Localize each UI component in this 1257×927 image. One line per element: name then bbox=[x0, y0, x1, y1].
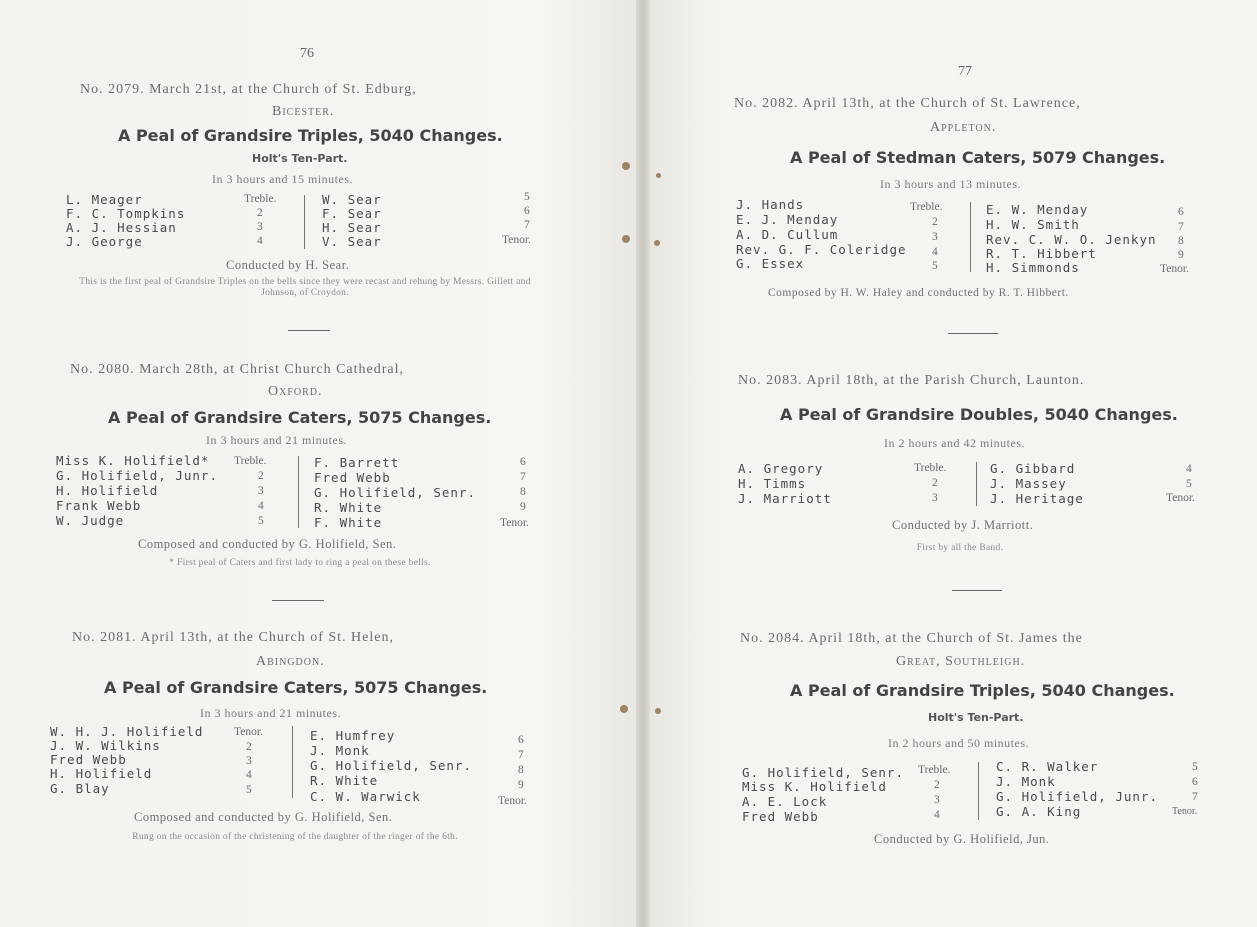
bell-number: 7 bbox=[1178, 221, 1184, 233]
peal-header-location: Oxford. bbox=[268, 384, 323, 399]
ringer-name: G. Gibbard bbox=[990, 461, 1076, 476]
peal-note: * First peal of Caters and first lady to ring a peal on these bells. bbox=[169, 558, 431, 568]
ringer-name: G. Holifield, Junr. bbox=[996, 789, 1158, 804]
peal-subtitle: Holt's Ten-Part. bbox=[252, 152, 348, 165]
peal-note: First by all the Band. bbox=[916, 543, 1004, 553]
bell-number: 5 bbox=[932, 260, 938, 272]
peal-header: No. 2082. April 13th, at the Church of St. Lawrence, bbox=[734, 96, 1081, 111]
ringer-name: E. Humfrey bbox=[310, 728, 396, 743]
peal-title: A Peal of Grandsire Caters, 5075 Changes. bbox=[108, 408, 492, 427]
ringer-name: C. W. Warwick bbox=[310, 789, 421, 804]
bell-number: 2 bbox=[932, 477, 938, 489]
ringer-name: F. Barrett bbox=[314, 455, 400, 470]
bell-number: 4 bbox=[257, 235, 263, 247]
ringer-name: C. R. Walker bbox=[996, 759, 1099, 774]
bell-number: 6 bbox=[1192, 776, 1198, 788]
bell-number: 3 bbox=[932, 231, 938, 243]
ringer-name: Fred Webb bbox=[50, 752, 127, 767]
bell-number: 2 bbox=[934, 779, 940, 791]
bell-number: Tenor. bbox=[500, 517, 529, 529]
ringer-name: H. W. Smith bbox=[986, 217, 1080, 232]
bell-number: 4 bbox=[932, 246, 938, 258]
ringer-name: H. Holifield bbox=[56, 483, 159, 498]
bell-number: Treble. bbox=[234, 455, 267, 467]
ringer-name: G. A. King bbox=[996, 804, 1082, 819]
bell-number: Treble. bbox=[914, 462, 947, 474]
section-divider bbox=[948, 333, 998, 334]
column-divider bbox=[970, 202, 971, 272]
binding-hole bbox=[620, 705, 628, 713]
bell-number: Tenor. bbox=[1160, 263, 1189, 275]
peal-header: No. 2081. April 13th, at the Church of St. Helen, bbox=[72, 630, 394, 645]
ringer-name: G. Holifield, Senr. bbox=[310, 758, 472, 773]
bell-number: 6 bbox=[518, 734, 524, 746]
peal-header-location: Abingdon. bbox=[256, 654, 325, 669]
ringer-name: Rev. C. W. O. Jenkyn bbox=[986, 232, 1157, 247]
ringer-name: H. Simmonds bbox=[986, 260, 1080, 275]
bell-number: Tenor. bbox=[234, 726, 263, 738]
ringer-name: W. H. J. Holifield bbox=[50, 724, 204, 739]
peal-header: No. 2083. April 18th, at the Parish Church, Launton. bbox=[738, 373, 1085, 388]
bell-number: 2 bbox=[257, 207, 263, 219]
peal-header-location: Bicester. bbox=[272, 104, 335, 119]
ringer-name: Miss K. Holifield* bbox=[56, 453, 210, 468]
ringer-name: A. E. Lock bbox=[742, 794, 828, 809]
ringer-name: G. Blay bbox=[50, 781, 110, 796]
bell-number: 5 bbox=[258, 515, 264, 527]
binding-hole bbox=[656, 173, 661, 178]
peal-conductor: Composed and conducted by G. Holifield, Sen. bbox=[138, 537, 397, 551]
peal-header: No. 2080. March 28th, at Christ Church Cathedral, bbox=[70, 362, 405, 377]
section-divider bbox=[272, 600, 324, 601]
bell-number: 5 bbox=[524, 191, 530, 203]
bell-number: 3 bbox=[258, 485, 264, 497]
ringer-name: Fred Webb bbox=[742, 809, 819, 824]
ringer-name: G. Holifield, Senr. bbox=[742, 765, 904, 780]
bell-number: 4 bbox=[246, 769, 252, 781]
peal-conductor: Composed and conducted by G. Holifield, Sen. bbox=[134, 810, 393, 824]
section-divider bbox=[288, 330, 330, 331]
bell-number: 6 bbox=[520, 456, 526, 468]
bell-number: 7 bbox=[520, 471, 526, 483]
peal-duration: In 2 hours and 42 minutes. bbox=[884, 436, 1025, 450]
ringer-name: R. White bbox=[314, 500, 383, 515]
peal-title: A Peal of Grandsire Triples, 5040 Changes. bbox=[118, 126, 503, 145]
page-number: 76 bbox=[300, 46, 314, 61]
ringer-name: G. Holifield, Senr. bbox=[314, 485, 476, 500]
ringer-name: Rev. G. F. Coleridge bbox=[736, 242, 907, 257]
bell-number: Treble. bbox=[918, 764, 951, 776]
peal-conductor: Conducted by H. Sear. bbox=[226, 258, 350, 272]
peal-note: This is the first peal of Grandsire Triples on the bells since they were recast and rehung by Messrs. Gillett and Johnson, of Croydon. bbox=[79, 277, 531, 298]
ringer-name: V. Sear bbox=[322, 234, 382, 249]
bell-number: 4 bbox=[258, 500, 264, 512]
bell-number: 5 bbox=[1192, 761, 1198, 773]
bell-number: 6 bbox=[524, 205, 530, 217]
bell-number: 9 bbox=[1178, 249, 1184, 261]
bell-number: 7 bbox=[1192, 791, 1198, 803]
section-divider bbox=[952, 590, 1002, 591]
ringer-name: L. Meager bbox=[66, 192, 143, 207]
bell-number: 2 bbox=[258, 470, 264, 482]
binding-hole bbox=[622, 235, 630, 243]
bell-number: 6 bbox=[1178, 206, 1184, 218]
bell-number: 9 bbox=[518, 779, 524, 791]
column-divider bbox=[304, 195, 305, 249]
bell-number: 7 bbox=[524, 219, 530, 231]
peal-header-location: Appleton. bbox=[930, 120, 997, 135]
ringer-name: F. White bbox=[314, 515, 383, 530]
bell-number: 7 bbox=[518, 749, 524, 761]
ringer-name: A. Gregory bbox=[738, 461, 824, 476]
peal-conductor: Conducted by J. Marriott. bbox=[892, 518, 1034, 532]
peal-header: No. 2079. March 21st, at the Church of St. Edburg, bbox=[80, 82, 417, 97]
ringer-name: W. Sear bbox=[322, 192, 382, 207]
book-gutter bbox=[636, 0, 650, 927]
ringer-name: J. Hands bbox=[736, 197, 805, 212]
bell-number: 5 bbox=[246, 784, 252, 796]
bell-number: Tenor. bbox=[1166, 492, 1195, 504]
ringer-name: W. Judge bbox=[56, 513, 125, 528]
ringer-name: J. Massey bbox=[990, 476, 1067, 491]
peal-title: A Peal of Grandsire Doubles, 5040 Changes. bbox=[780, 405, 1178, 424]
page-number: 77 bbox=[958, 64, 972, 79]
bell-number: Tenor. bbox=[498, 795, 527, 807]
peal-header-location: Great, Southleigh. bbox=[896, 654, 1026, 669]
ringer-name: A. J. Hessian bbox=[66, 220, 177, 235]
ringer-name: J. Monk bbox=[996, 774, 1056, 789]
bell-number: 4 bbox=[1186, 463, 1192, 475]
ringer-name: Miss K. Holifield bbox=[742, 779, 887, 794]
column-divider bbox=[292, 726, 293, 798]
peal-title: A Peal of Stedman Caters, 5079 Changes. bbox=[790, 148, 1166, 167]
ringer-name: J. W. Wilkins bbox=[50, 738, 161, 753]
bell-number: 8 bbox=[1178, 235, 1184, 247]
ringer-name: J. Marriott bbox=[738, 491, 832, 506]
ringer-name: Frank Webb bbox=[56, 498, 142, 513]
bell-number: Treble. bbox=[244, 193, 277, 205]
peal-subtitle: Holt's Ten-Part. bbox=[928, 711, 1024, 724]
ringer-name: F. Sear bbox=[322, 206, 382, 221]
bell-number: 3 bbox=[246, 755, 252, 767]
ringer-name: J. Heritage bbox=[990, 491, 1084, 506]
bell-number: 4 bbox=[934, 809, 940, 821]
ringer-name: G. Essex bbox=[736, 256, 805, 271]
bell-number: 8 bbox=[520, 486, 526, 498]
column-divider bbox=[978, 762, 979, 820]
ringer-name: H. Holifield bbox=[50, 766, 153, 781]
binding-hole bbox=[654, 240, 660, 246]
ringer-name: R. T. Hibbert bbox=[986, 246, 1097, 261]
bell-number: Tenor. bbox=[1172, 806, 1198, 817]
peal-duration: In 2 hours and 50 minutes. bbox=[888, 736, 1029, 750]
bell-number: Tenor. bbox=[502, 234, 531, 246]
peal-title: A Peal of Grandsire Triples, 5040 Changes. bbox=[790, 681, 1175, 700]
ringer-name: Fred Webb bbox=[314, 470, 391, 485]
bell-number: 5 bbox=[1186, 478, 1192, 490]
column-divider bbox=[976, 462, 977, 506]
bell-number: 3 bbox=[934, 794, 940, 806]
ringer-name: R. White bbox=[310, 773, 379, 788]
bell-number: 9 bbox=[520, 501, 526, 513]
peal-duration: In 3 hours and 13 minutes. bbox=[880, 177, 1021, 191]
bell-number: 2 bbox=[932, 216, 938, 228]
ringer-name: J. George bbox=[66, 234, 143, 249]
ringer-name: H. Sear bbox=[322, 220, 382, 235]
peal-conductor: Composed by H. W. Haley and conducted by R. T. Hibbert. bbox=[768, 287, 1069, 299]
ringer-name: G. Holifield, Junr. bbox=[56, 468, 218, 483]
ringer-name: E. J. Menday bbox=[736, 212, 839, 227]
peal-duration: In 3 hours and 21 minutes. bbox=[206, 433, 347, 447]
ringer-name: F. C. Tompkins bbox=[66, 206, 186, 221]
peal-header: No. 2084. April 18th, at the Church of St. James the bbox=[740, 631, 1083, 646]
ringer-name: A. D. Cullum bbox=[736, 227, 839, 242]
ringer-name: H. Timms bbox=[738, 476, 807, 491]
bell-number: 3 bbox=[932, 492, 938, 504]
bell-number: 8 bbox=[518, 764, 524, 776]
peal-title: A Peal of Grandsire Caters, 5075 Changes. bbox=[104, 678, 488, 697]
bell-number: 2 bbox=[246, 741, 252, 753]
peal-duration: In 3 hours and 21 minutes. bbox=[200, 706, 341, 720]
column-divider bbox=[298, 456, 299, 528]
bell-number: 3 bbox=[257, 221, 263, 233]
bell-number: Treble. bbox=[910, 201, 943, 213]
ringer-name: J. Monk bbox=[310, 743, 370, 758]
peal-note: Rung on the occasion of the christening of the daughter of the ringer of the 6th. bbox=[132, 832, 458, 842]
peal-duration: In 3 hours and 15 minutes. bbox=[212, 172, 353, 186]
binding-hole bbox=[622, 162, 630, 170]
peal-conductor: Conducted by G. Holifield, Jun. bbox=[874, 832, 1050, 846]
binding-hole bbox=[655, 708, 661, 714]
ringer-name: E. W. Menday bbox=[986, 202, 1089, 217]
